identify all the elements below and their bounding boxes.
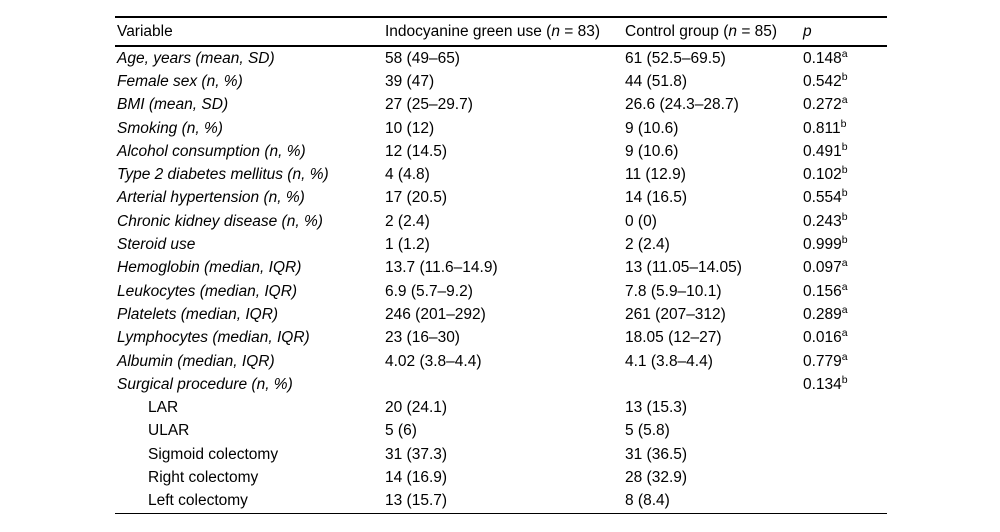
variable-cell: Female sex (n, %) <box>117 72 243 90</box>
icg-value: 10 (12) <box>385 119 435 137</box>
control-value: 14 (16.5) <box>625 189 688 207</box>
table-row <box>115 466 887 489</box>
icg-value-cell <box>385 233 625 256</box>
variable-cell: Type 2 diabetes mellitus (n, %) <box>117 166 329 184</box>
control-value: 44 (51.8) <box>625 72 688 90</box>
icg-value: 4 (4.8) <box>385 166 430 184</box>
table-row <box>115 187 887 210</box>
variable-cell: Arterial hypertension (n, %) <box>117 189 305 207</box>
icg-value-cell <box>385 210 625 233</box>
control-value: 13 (11.05–14.05) <box>625 259 742 277</box>
p-value-cell <box>803 210 887 233</box>
col-header-variable <box>115 17 385 46</box>
table-row <box>115 140 887 163</box>
control-value: 2 (2.4) <box>625 236 670 254</box>
p-value: 0.779 <box>803 352 842 370</box>
p-value-superscript: a <box>841 94 848 107</box>
icg-value-cell <box>385 396 625 419</box>
icg-value: 6.9 (5.7–9.2) <box>385 282 473 300</box>
p-value: 0.272 <box>803 96 842 114</box>
control-value-cell <box>625 233 803 256</box>
icg-value-cell <box>385 303 625 326</box>
control-value: 61 (52.5–69.5) <box>625 49 726 67</box>
p-value-cell <box>803 140 887 163</box>
icg-value: 13 (15.7) <box>385 492 448 510</box>
icg-value: 246 (201–292) <box>385 305 486 323</box>
p-value-superscript: b <box>841 140 848 153</box>
control-value: 8 (8.4) <box>625 492 670 510</box>
p-value-cell <box>803 490 887 514</box>
p-value-superscript: b <box>840 117 847 130</box>
p-value-cell <box>803 327 887 350</box>
control-value: 13 (15.3) <box>625 399 688 417</box>
p-value-cell <box>803 396 887 419</box>
table-row <box>115 303 887 326</box>
table-row <box>115 94 887 117</box>
control-value-cell <box>625 443 803 466</box>
p-value-cell <box>803 70 887 93</box>
p-value-superscript: b <box>841 373 848 386</box>
p-value: 0.016 <box>803 329 842 347</box>
p-value-cell <box>803 466 887 489</box>
p-value-cell <box>803 443 887 466</box>
icg-value: 17 (20.5) <box>385 189 448 207</box>
table-row <box>115 46 887 70</box>
control-value: 18.05 (12–27) <box>625 329 722 347</box>
table-row <box>115 70 887 93</box>
p-value: 0.148 <box>803 49 842 67</box>
table-row <box>115 350 887 373</box>
control-value: 28 (32.9) <box>625 468 688 486</box>
col-header-p-value <box>803 17 887 46</box>
p-value-cell <box>803 163 887 186</box>
icg-value-cell <box>385 140 625 163</box>
p-symbol: p <box>803 22 812 40</box>
control-value: 4.1 (3.8–4.4) <box>625 352 713 370</box>
control-value-cell <box>625 373 803 396</box>
p-value-superscript: b <box>841 233 848 246</box>
icg-value-cell <box>385 420 625 443</box>
p-value-superscript: a <box>841 280 848 293</box>
control-value-cell <box>625 490 803 514</box>
control-value-cell <box>625 210 803 233</box>
p-value: 0.811 <box>803 119 841 137</box>
icg-value: 20 (24.1) <box>385 399 448 417</box>
icg-value: 14 (16.9) <box>385 468 448 486</box>
p-value-superscript: a <box>841 303 848 316</box>
variable-cell: Lymphocytes (median, IQR) <box>117 329 310 347</box>
p-value: 0.554 <box>803 189 842 207</box>
p-value: 0.156 <box>803 282 842 300</box>
control-value: 11 (12.9) <box>625 166 686 184</box>
p-value: 0.999 <box>803 236 842 254</box>
icg-value-cell <box>385 443 625 466</box>
control-value: 5 (5.8) <box>625 422 670 440</box>
control-value-cell <box>625 303 803 326</box>
col-header-icg-label: Indocyanine green use ( <box>385 22 552 40</box>
col-header-control-group <box>625 17 803 46</box>
variable-cell: Hemoglobin (median, IQR) <box>117 259 302 277</box>
icg-value-cell <box>385 327 625 350</box>
p-value-superscript: b <box>841 163 848 176</box>
control-value-cell <box>625 466 803 489</box>
control-value-cell <box>625 187 803 210</box>
variable-cell: Right colectomy <box>148 468 259 486</box>
icg-value: 12 (14.5) <box>385 142 448 160</box>
icg-value-cell <box>385 373 625 396</box>
variable-cell: Platelets (median, IQR) <box>117 305 279 323</box>
p-value-superscript: b <box>841 187 848 200</box>
control-value-cell <box>625 280 803 303</box>
n-symbol: n <box>728 22 738 40</box>
icg-value-cell <box>385 117 625 140</box>
p-value: 0.102 <box>803 166 842 184</box>
col-header-icg-count: = 83) <box>559 22 601 40</box>
icg-value: 4.02 (3.8–4.4) <box>385 352 482 370</box>
p-value-cell <box>803 117 887 140</box>
control-value: 7.8 (5.9–10.1) <box>625 282 722 300</box>
p-value: 0.243 <box>803 212 842 230</box>
variable-cell: Albumin (median, IQR) <box>117 352 275 370</box>
col-header-variable-label: Variable <box>117 22 173 40</box>
variable-cell: Age, years (mean, SD) <box>117 49 275 67</box>
icg-value: 13.7 (11.6–14.9) <box>385 259 498 277</box>
table-row <box>115 163 887 186</box>
icg-value: 1 (1.2) <box>385 236 430 254</box>
table-row <box>115 117 887 140</box>
icg-value-cell <box>385 70 625 93</box>
table-row <box>115 327 887 350</box>
control-value-cell <box>625 70 803 93</box>
col-header-control-label: Control group ( <box>625 22 729 40</box>
control-value-cell <box>625 420 803 443</box>
variable-cell: BMI (mean, SD) <box>117 96 229 114</box>
p-value: 0.097 <box>803 259 842 277</box>
variable-cell: Alcohol consumption (n, %) <box>117 142 306 160</box>
table-row <box>115 210 887 233</box>
icg-value-cell <box>385 257 625 280</box>
table-row <box>115 257 887 280</box>
control-value-cell <box>625 46 803 70</box>
variable-cell: Left colectomy <box>148 492 248 510</box>
p-value-cell <box>803 280 887 303</box>
control-value: 9 (10.6) <box>625 119 679 137</box>
p-value: 0.134 <box>803 375 842 393</box>
p-value-cell <box>803 257 887 280</box>
control-value-cell <box>625 350 803 373</box>
p-value-superscript: a <box>841 257 848 270</box>
control-value-cell <box>625 140 803 163</box>
p-value: 0.491 <box>803 142 842 160</box>
icg-value-cell <box>385 46 625 70</box>
icg-value: 5 (6) <box>385 422 417 440</box>
control-value: 9 (10.6) <box>625 142 679 160</box>
variable-cell: ULAR <box>148 422 190 440</box>
icg-value-cell <box>385 490 625 514</box>
baseline-characteristics-table <box>115 16 887 514</box>
control-value: 261 (207–312) <box>625 305 726 323</box>
table-row <box>115 490 887 514</box>
variable-cell: Leukocytes (median, IQR) <box>117 282 298 300</box>
table-row <box>115 373 887 396</box>
icg-value-cell <box>385 280 625 303</box>
table-row <box>115 280 887 303</box>
variable-cell: LAR <box>148 399 179 417</box>
icg-value-cell <box>385 163 625 186</box>
p-value-cell <box>803 303 887 326</box>
variable-cell: Chronic kidney disease (n, %) <box>117 212 323 230</box>
icg-value-cell <box>385 94 625 117</box>
control-value-cell <box>625 396 803 419</box>
p-value-cell <box>803 420 887 443</box>
variable-cell: Sigmoid colectomy <box>148 445 279 463</box>
variable-cell: Steroid use <box>117 236 196 254</box>
icg-value: 31 (37.3) <box>385 445 448 463</box>
header-row <box>115 17 887 46</box>
control-value: 0 (0) <box>625 212 657 230</box>
p-value: 0.289 <box>803 305 842 323</box>
icg-value-cell <box>385 187 625 210</box>
table-row <box>115 396 887 419</box>
control-value-cell <box>625 327 803 350</box>
control-value-cell <box>625 163 803 186</box>
control-value: 26.6 (24.3–28.7) <box>625 96 739 114</box>
icg-value: 23 (16–30) <box>385 329 460 347</box>
p-value-cell <box>803 94 887 117</box>
p-value-superscript: a <box>841 327 848 340</box>
p-value-superscript: a <box>841 47 848 60</box>
table-row <box>115 443 887 466</box>
icg-value: 58 (49–65) <box>385 49 460 67</box>
icg-value: 39 (47) <box>385 72 435 90</box>
col-header-icg-group <box>385 17 625 46</box>
icg-value-cell <box>385 350 625 373</box>
variable-cell: Smoking (n, %) <box>117 119 223 137</box>
table-body <box>115 46 887 513</box>
variable-cell: Surgical procedure (n, %) <box>117 375 293 393</box>
p-value-cell <box>803 233 887 256</box>
table-row <box>115 233 887 256</box>
icg-value: 2 (2.4) <box>385 212 430 230</box>
p-value-cell <box>803 187 887 210</box>
n-symbol: n <box>551 22 560 40</box>
control-value-cell <box>625 94 803 117</box>
p-value-cell <box>803 46 887 70</box>
control-value-cell <box>625 117 803 140</box>
col-header-control-count: = 85) <box>737 22 778 40</box>
p-value-superscript: b <box>841 210 848 223</box>
p-value-superscript: a <box>841 350 848 363</box>
control-value: 31 (36.5) <box>625 445 688 463</box>
p-value-cell <box>803 373 887 396</box>
icg-value-cell <box>385 466 625 489</box>
p-value-superscript: b <box>841 70 848 83</box>
control-value-cell <box>625 257 803 280</box>
table-row <box>115 420 887 443</box>
p-value-cell <box>803 350 887 373</box>
p-value: 0.542 <box>803 72 842 90</box>
icg-value: 27 (25–29.7) <box>385 96 473 114</box>
